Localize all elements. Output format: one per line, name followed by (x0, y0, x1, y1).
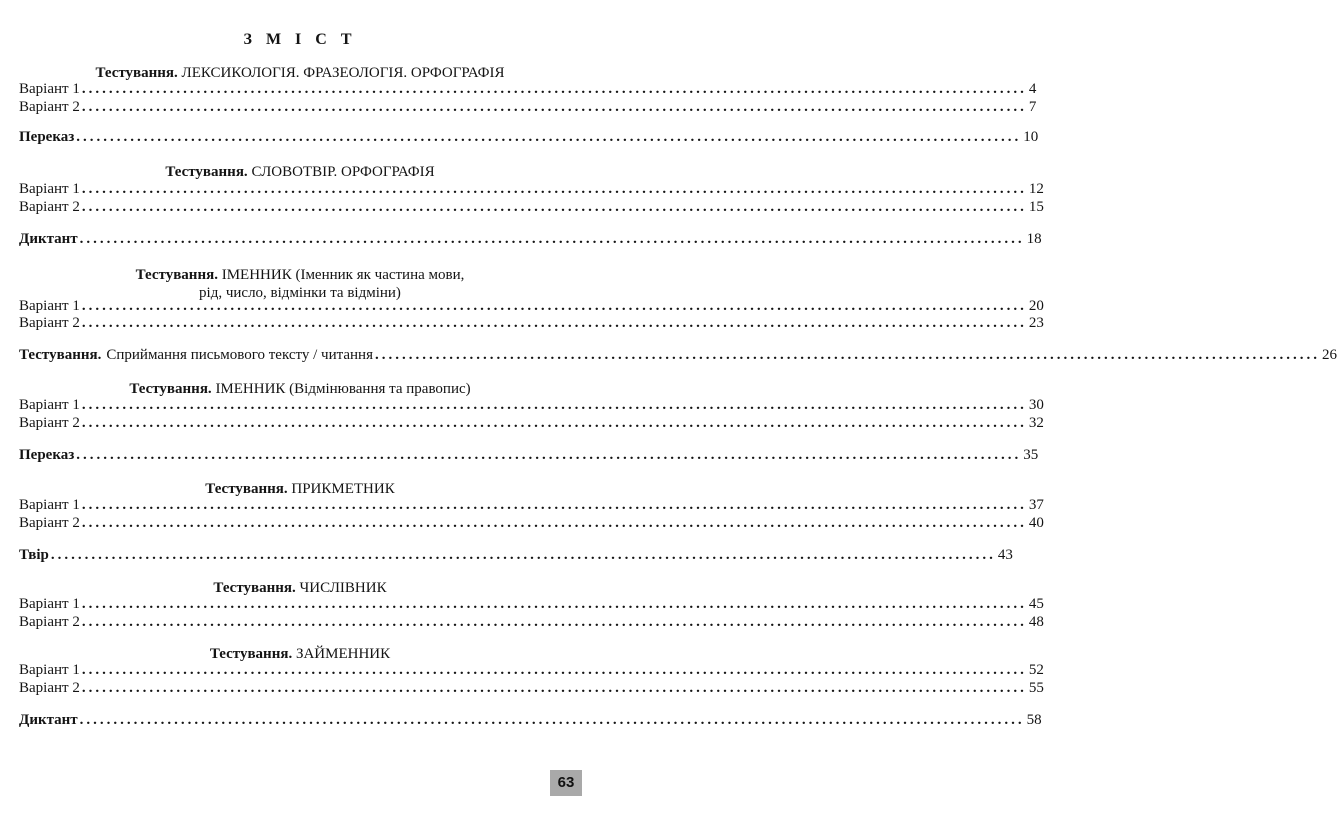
toc-entry-label: Переказ (19, 129, 75, 145)
toc-entry[interactable] (19, 396, 1044, 414)
toc-entry-label: Варіант 1 (19, 596, 80, 612)
toc-entry-page: 30 (1028, 397, 1044, 413)
toc-entry[interactable] (19, 546, 1013, 564)
heading-text: ЧИСЛІВНИК (295, 580, 387, 596)
heading-prefix: Тестування. (165, 164, 248, 180)
leader-dots: ............................................................................................................................................ (81, 181, 1027, 197)
toc-entry-label: Варіант 1 (19, 81, 80, 97)
leader-dots: ............................................................................................................................................ (76, 447, 1022, 463)
toc-entry-page: 4 (1028, 81, 1037, 97)
toc-entry-page: 55 (1028, 680, 1044, 696)
toc-entry-label: Варіант 2 (19, 614, 80, 630)
toc-entry-label: Варіант 2 (19, 99, 80, 115)
toc-entry-page: 37 (1028, 497, 1044, 513)
toc-entry-label: Твір (19, 547, 49, 563)
heading-text: ІМЕННИК (Іменник як частина мови, (217, 267, 465, 283)
heading-prefix: Тестування. (135, 267, 218, 283)
toc-entry-page: 45 (1028, 596, 1044, 612)
heading-text: ІМЕННИК (Відмінювання та правопис) (211, 381, 471, 397)
leader-dots: ............................................................................................................................................ (81, 415, 1027, 431)
leader-dots: ............................................................................................................................................ (79, 712, 1025, 728)
toc-entry-label: Варіант 1 (19, 397, 80, 413)
toc-entry-label: Варіант 2 (19, 515, 80, 531)
toc-entry-page: 48 (1028, 614, 1044, 630)
leader-dots: ............................................................................................................................................ (374, 347, 1320, 363)
toc-entry-page: 26 (1321, 347, 1337, 363)
heading-prefix: Тестування. (95, 65, 178, 81)
leader-dots: ............................................................................................................................................ (81, 596, 1027, 612)
toc-entry[interactable] (19, 595, 1044, 613)
section-heading (60, 163, 540, 181)
toc-entry-label: Диктант (19, 231, 78, 247)
toc-entry[interactable] (19, 679, 1044, 697)
toc-entry-page: 43 (997, 547, 1013, 563)
toc-entry[interactable] (19, 346, 1337, 364)
toc-entry[interactable] (19, 98, 1037, 116)
toc-entry-page: 23 (1028, 315, 1044, 331)
toc-entry-page: 12 (1028, 181, 1044, 197)
leader-dots: ............................................................................................................................................ (81, 99, 1027, 115)
toc-entry-page: 7 (1028, 99, 1037, 115)
leader-dots: ............................................................................................................................................ (81, 298, 1027, 314)
leader-dots: ............................................................................................................................................ (81, 614, 1027, 630)
leader-dots: ............................................................................................................................................ (79, 231, 1025, 247)
toc-entry-page: 40 (1028, 515, 1044, 531)
leader-dots: ............................................................................................................................................ (50, 547, 996, 563)
heading-prefix: Тестування. (129, 381, 212, 397)
heading-prefix: Тестування. (213, 580, 296, 596)
toc-entry[interactable] (19, 414, 1044, 432)
toc-entry[interactable] (19, 80, 1037, 98)
toc-entry[interactable] (19, 314, 1044, 332)
toc-entry[interactable] (19, 180, 1044, 198)
toc-entry-page: 35 (1023, 447, 1039, 463)
page-number: 63 (550, 770, 582, 796)
toc-entry-label: Варіант 2 (19, 315, 80, 331)
toc-entry-label: Тестування. (19, 347, 102, 363)
toc-entry-page: 58 (1026, 712, 1042, 728)
toc-entry-page: 10 (1023, 129, 1039, 145)
heading-text: ЛЕКСИКОЛОГІЯ. ФРАЗЕОЛОГІЯ. ОРФОГРАФІЯ (177, 65, 505, 81)
toc-entry[interactable] (19, 128, 1039, 146)
toc-entry-label-extra: Сприймання письмового тексту / читання (106, 347, 373, 363)
toc-entry-label: Варіант 1 (19, 298, 80, 314)
toc-entry[interactable] (19, 514, 1044, 532)
leader-dots: ............................................................................................................................................ (81, 199, 1027, 215)
toc-entry-label: Варіант 1 (19, 181, 80, 197)
toc-entry-page: 18 (1026, 231, 1042, 247)
heading-text-line2: рід, число, відмінки та відміни) (199, 285, 401, 301)
leader-dots: ............................................................................................................................................ (81, 397, 1027, 413)
toc-entry[interactable] (19, 198, 1044, 216)
leader-dots: ............................................................................................................................................ (76, 129, 1022, 145)
toc-entry-label: Варіант 1 (19, 662, 80, 678)
leader-dots: ............................................................................................................................................ (81, 81, 1027, 97)
page-title: З М І С Т (243, 31, 357, 48)
toc-entry-label: Диктант (19, 712, 78, 728)
toc-entry[interactable] (19, 446, 1039, 464)
leader-dots: ............................................................................................................................................ (81, 515, 1027, 531)
leader-dots: ............................................................................................................................................ (81, 680, 1027, 696)
heading-text: ПРИКМЕТНИК (287, 481, 395, 497)
heading-text: СЛОВОТВІР. ОРФОГРАФІЯ (247, 164, 435, 180)
toc-entry[interactable] (19, 297, 1044, 315)
toc-entry[interactable] (19, 230, 1042, 248)
toc-entry-label: Варіант 2 (19, 199, 80, 215)
heading-prefix: Тестування. (205, 481, 288, 497)
heading-text: ЗАЙМЕННИК (292, 646, 391, 662)
toc-entry-label: Варіант 2 (19, 415, 80, 431)
toc-entry-label: Варіант 1 (19, 497, 80, 513)
toc-entry-page: 32 (1028, 415, 1044, 431)
leader-dots: ............................................................................................................................................ (81, 497, 1027, 513)
toc-entry-label: Варіант 2 (19, 680, 80, 696)
toc-entry-label: Переказ (19, 447, 75, 463)
heading-prefix: Тестування. (209, 646, 293, 662)
leader-dots: ............................................................................................................................................ (81, 662, 1027, 678)
toc-entry-page: 52 (1028, 662, 1044, 678)
leader-dots: ............................................................................................................................................ (81, 315, 1027, 331)
toc-entry[interactable] (19, 613, 1044, 631)
toc-entry-page: 15 (1028, 199, 1044, 215)
toc-entry[interactable] (19, 661, 1044, 679)
toc-entry[interactable] (19, 711, 1042, 729)
toc-entry-page: 20 (1028, 298, 1044, 314)
toc-entry[interactable] (19, 496, 1044, 514)
